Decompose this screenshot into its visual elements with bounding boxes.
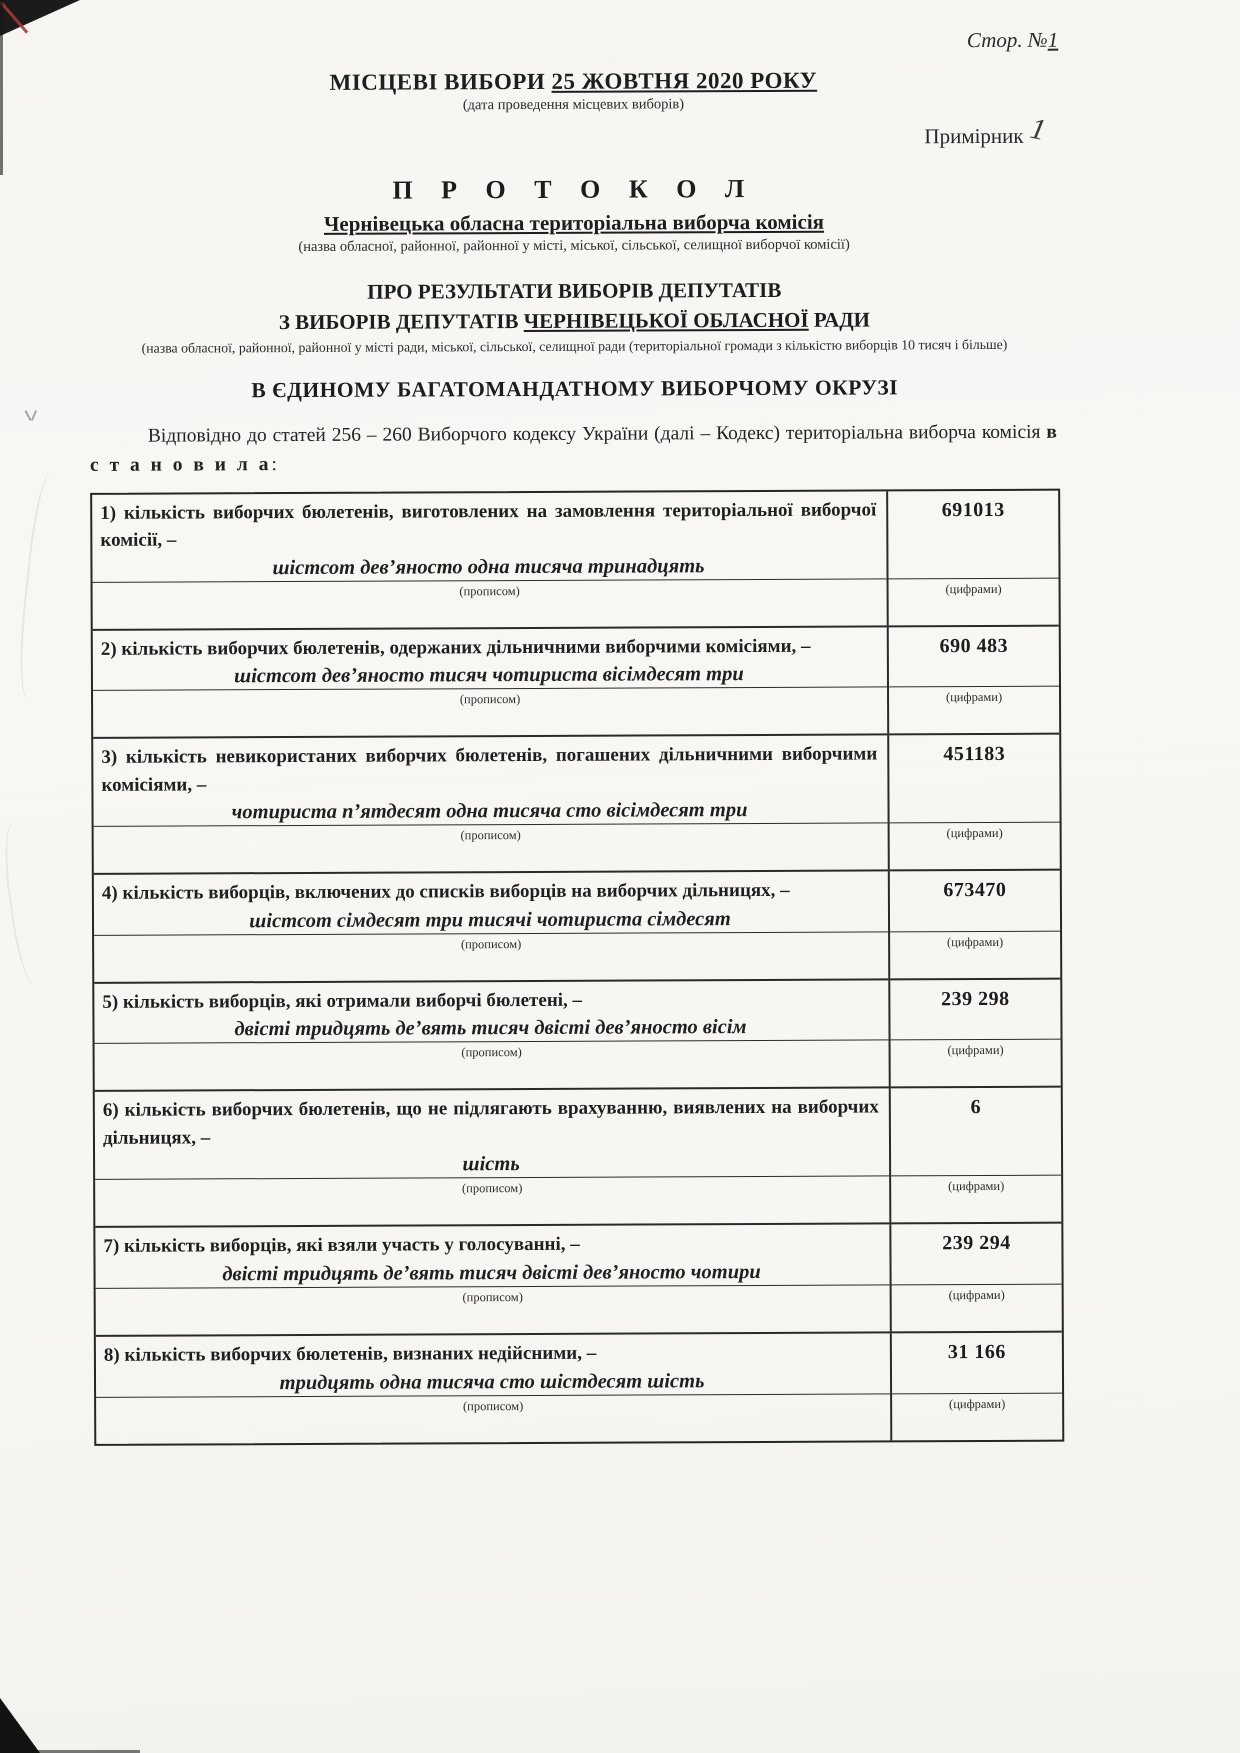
protocol-title: П Р О Т О К О Л	[392, 173, 756, 205]
intro-text: Відповідно до статей 256 – 260 Виборчого кодексу України (далі – Кодекс) територіальна виборча комісія	[147, 421, 1047, 447]
propysom-caption: (прописом)	[460, 828, 521, 843]
row-value-in-digits: 239 294	[942, 1232, 1011, 1255]
subject-line-2-prefix: З ВИБОРІВ ДЕПУТАТІВ	[278, 309, 524, 335]
row-value-in-digits: 31 166	[947, 1340, 1006, 1364]
table-row	[93, 624, 1059, 737]
subject-line-2-council: ЧЕРНІВЕЦЬКОЇ ОБЛАСНОЇ	[523, 307, 809, 334]
table-row	[93, 733, 1060, 873]
row-value-in-digits: 691013	[941, 498, 1005, 521]
value-cell	[888, 871, 1060, 931]
page-number-value: 1	[1047, 27, 1059, 52]
question-cell	[92, 491, 886, 582]
row-value-in-words: шістсот дев’яносто одна тисяча тринадцять	[272, 554, 705, 579]
propysom-caption: (прописом)	[461, 1045, 522, 1060]
tsyframy-caption: (цифрами)	[947, 1043, 1004, 1058]
tsyframy-caption-cell	[890, 1284, 1062, 1332]
table-row	[95, 1222, 1061, 1335]
election-title-caption: (дата проведення місцевих виборів)	[462, 96, 685, 114]
results-table	[90, 488, 1064, 1445]
intro-established-word: в с т а н о в и л а	[89, 421, 1060, 477]
propysom-caption-cell	[94, 823, 888, 873]
propysom-caption-cell	[95, 1040, 889, 1090]
page-number-line	[88, 28, 1058, 57]
tsyframy-caption: (цифрами)	[948, 1287, 1005, 1303]
value-cell	[888, 979, 1060, 1039]
value-cell	[887, 626, 1059, 686]
intro-colon: :	[271, 454, 277, 476]
propysom-caption: (прописом)	[459, 583, 520, 598]
question-cell	[93, 736, 887, 827]
subject-line-1: ПРО РЕЗУЛЬТАТИ ВИБОРІВ ДЕПУТАТІВ	[367, 277, 782, 304]
tsyframy-caption-cell	[888, 930, 1060, 978]
propysom-caption: (прописом)	[460, 936, 522, 952]
page-number-label: Стор. №	[966, 27, 1048, 53]
tsyframy-caption-cell	[889, 1039, 1061, 1087]
subject-line-2-suffix: РАДИ	[808, 307, 871, 332]
copy-label: Примірник	[924, 123, 1024, 149]
row-value-in-words: шість	[462, 1153, 520, 1176]
row-question-label: 3) кількість невикористаних виборчих бюлетенів, погашених дільничними виборчими комісіями, –	[101, 743, 878, 796]
election-date: 25 ЖОВТНЯ 2020 РОКУ	[551, 67, 818, 94]
question-cell	[96, 1333, 890, 1396]
scan-artifact-pen-mark	[24, 410, 38, 420]
value-cell	[889, 1088, 1061, 1176]
question-cell	[94, 872, 888, 935]
row-question-label: 4) кількість виборців, включених до списків виборців на виборчих дільницях, –	[101, 880, 790, 905]
district-line: В ЄДИНОМУ БАГАТОМАНДАТНОМУ ВИБОРЧОМУ ОКРУЗІ	[251, 375, 899, 403]
document-content	[88, 0, 1064, 1445]
question-cell	[95, 1225, 889, 1288]
election-title	[88, 67, 1058, 97]
question-cell	[95, 1089, 889, 1180]
propysom-caption: (прописом)	[461, 1181, 523, 1196]
row-value-in-digits: 6	[970, 1096, 982, 1119]
propysom-caption: (прописом)	[462, 1398, 524, 1413]
copy-number-line	[89, 111, 1059, 153]
row-value-in-words: двісті тридцять де’вять тисяч двісті дев’яносто вісім	[234, 1016, 747, 1041]
propysom-caption: (прописом)	[459, 692, 521, 707]
subject-caption: (назва обласної, районної, районної у місті ради, міської, сільської, селищної ради (територіальної громади з кількістю виборців 10 тисяч і більше)	[141, 336, 1008, 356]
tsyframy-caption-cell	[887, 577, 1059, 625]
value-cell	[889, 1224, 1061, 1284]
propysom-caption-cell	[93, 687, 887, 737]
value-cell	[886, 490, 1058, 578]
row-question-label: 5) кількість виборців, які отримали виборчі бюлетені, –	[102, 989, 583, 1013]
propysom-caption-cell	[94, 931, 888, 981]
tsyframy-caption-cell	[887, 686, 1059, 734]
tsyframy-caption: (цифрами)	[946, 826, 1003, 841]
subject-line-2	[89, 307, 1059, 336]
tsyframy-caption-cell	[889, 1175, 1061, 1223]
value-cell	[887, 735, 1059, 823]
table-row	[95, 1086, 1062, 1226]
table-row	[94, 977, 1060, 1090]
tsyframy-caption: (цифрами)	[945, 690, 1003, 705]
row-value-in-words: тридцять одна тисяча сто шістдесят шість	[279, 1369, 705, 1394]
commission-name: Чернівецька обласна територіальна виборча комісія	[323, 209, 825, 236]
row-value-in-words: двісті тридцять де’вять тисяч двісті дев’яносто чотири	[222, 1260, 761, 1286]
row-value-in-digits: 239 298	[941, 987, 1010, 1010]
table-row	[96, 1331, 1062, 1444]
propysom-caption-cell	[93, 578, 887, 628]
propysom-caption: (прописом)	[462, 1289, 523, 1305]
tsyframy-caption: (цифрами)	[946, 934, 1004, 949]
commission-caption: (назва обласної, районної, районної у місті, міської, сільської, селищної виборчої комісії)	[298, 236, 850, 255]
scan-artifact-crease	[0, 819, 54, 992]
scan-artifact-crease	[14, 469, 66, 701]
intro-paragraph	[90, 418, 1060, 481]
tsyframy-caption-cell	[888, 822, 1060, 870]
row-value-in-digits: 451183	[943, 743, 1006, 766]
row-question-label: 8) кількість виборчих бюлетенів, визнаних недійсними, –	[103, 1342, 597, 1366]
election-title-prefix: МІСЦЕВІ ВИБОРИ	[329, 68, 552, 95]
tsyframy-caption: (цифрами)	[945, 581, 1002, 596]
row-question-label: 1) кількість виборчих бюлетенів, виготовлених на замовлення територіальної виборчої комісії, –	[100, 498, 877, 551]
handwritten-copy-number: 1	[1027, 111, 1049, 148]
row-value-in-digits: 673470	[943, 879, 1007, 902]
row-question-label: 7) кількість виборців, які взяли участь у голосуванні, –	[103, 1234, 580, 1258]
tsyframy-caption-cell	[890, 1392, 1062, 1440]
question-cell	[93, 627, 887, 690]
scan-artifact-bottom-left-corner	[0, 1698, 40, 1753]
propysom-caption-cell	[96, 1284, 890, 1334]
propysom-caption-cell	[96, 1393, 890, 1443]
scan-artifact-left-edge	[0, 0, 3, 175]
value-cell	[890, 1333, 1062, 1393]
row-question-label: 6) кількість виборчих бюлетенів, що не підлягають врахуванню, виявлених на виборчих дільницях, –	[102, 1096, 879, 1149]
propysom-caption-cell	[95, 1176, 889, 1226]
question-cell	[94, 980, 888, 1043]
tsyframy-caption: (цифрами)	[948, 1396, 1006, 1411]
row-value-in-digits: 690 483	[939, 634, 1009, 657]
table-row	[94, 869, 1060, 982]
table-row	[92, 490, 1059, 628]
row-value-in-words: чотириста п’ятдесят одна тисяча сто вісімдесят три	[231, 799, 748, 824]
tsyframy-caption: (цифрами)	[948, 1179, 1005, 1194]
row-value-in-words: шістсот сімдесят три тисячі чотириста сімдесят	[249, 907, 731, 932]
row-value-in-words: шістсот дев’яносто тисяч чотириста вісімдесят три	[234, 663, 744, 688]
row-question-label: 2) кількість виборчих бюлетенів, одержаних дільничними виборчими комісіями, –	[100, 635, 811, 660]
